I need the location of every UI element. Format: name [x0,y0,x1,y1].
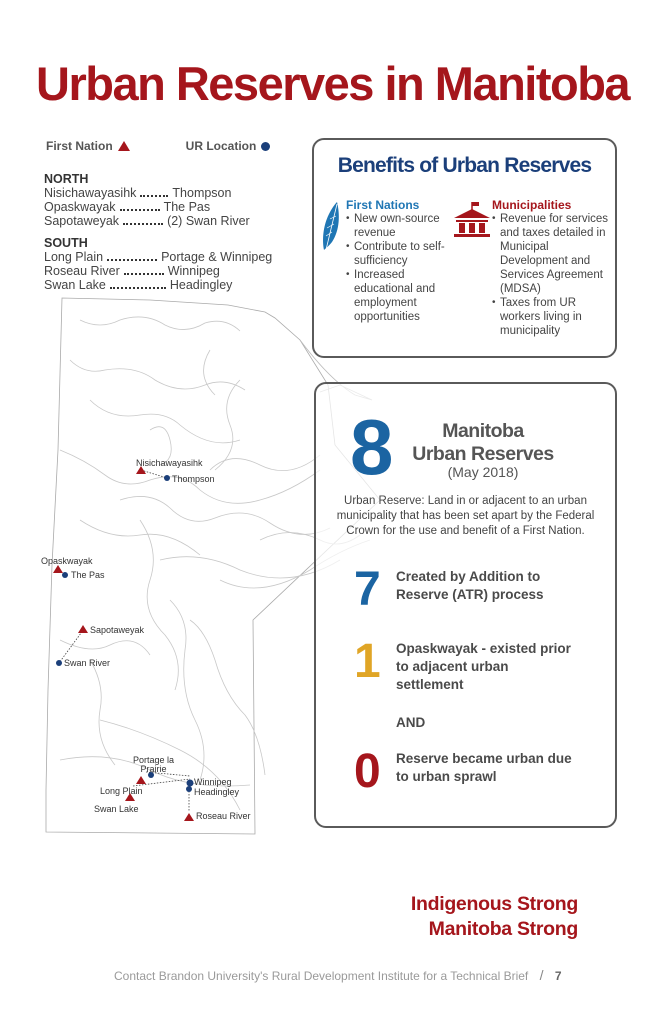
map-legend [46,139,270,153]
map-label-roseau-river: Roseau River [196,811,251,821]
list-item: • Increased educational and employment opportunities [346,268,456,324]
location-name: Headingley [169,278,233,292]
legend-ur-location-label: UR Location [185,139,257,153]
stat-urban-sprawl [354,745,576,798]
first-nation-name: Swan Lake [44,278,106,292]
stat-number: 7 [354,563,381,616]
red-triangle-icon [184,813,194,821]
first-nation-name: Roseau River [44,264,120,278]
municipalities-heading: Municipalities [492,198,572,212]
legend-first-nation-label: First Nation [46,139,113,153]
location-name: Thompson [172,186,232,200]
map-label-sapotaweyak: Sapotaweyak [90,625,145,635]
legend-first-nation [46,139,130,153]
stat-number: 0 [354,745,381,798]
map-label-the-pas: The Pas [71,570,105,580]
first-nation-name: Nisichawayasihk [44,186,137,200]
blue-dot-icon [186,786,192,792]
red-triangle-icon [78,625,88,633]
and-label: AND [396,715,426,730]
building-icon [452,200,492,240]
portage-line1: Portage la [133,755,175,765]
definition-text: Urban Reserve: Land in or adjacent to an urban municipality that has been set apart by the Federal Crown for the use and benefit of a First Nation. [336,495,595,537]
red-triangle-icon [118,141,130,151]
stat-atr [354,563,576,616]
list-item [44,200,272,214]
stat-text: Reserve became urban due to urban sprawl [396,751,572,784]
map-label-headingley: Headingley [194,787,240,797]
stat-text: Opaskwayak - existed prior to adjacent urban settlement [396,641,571,692]
footer-separator: / [539,967,544,983]
stats-panel [314,382,617,828]
north-heading: NORTH [44,172,89,186]
slogan-line2: Manitoba Strong [428,918,578,940]
location-name: Winnipeg [167,264,220,278]
dotted-connector [140,195,168,197]
dotted-connector [107,259,157,261]
list-item: • New own-source revenue [346,212,456,240]
stat-number: 1 [354,635,381,688]
page-title: Urban Reserves in Manitoba [36,57,630,110]
slogan-line1: Indigenous Strong [410,893,578,915]
dotted-connector [123,223,163,225]
date-label: (May 2018) [447,464,519,480]
total-label [408,420,558,466]
blue-dot-icon [164,475,170,481]
legend-ur-location [186,139,271,153]
feather-icon [320,200,342,256]
portage-line2: Prairie [140,764,167,774]
map-label-long-plain: Long Plain [100,786,143,796]
map-label-opaskwayak: Opaskwayak [41,556,93,566]
map-label-swan-river: Swan River [64,658,111,668]
blue-dot-icon [261,142,270,151]
blue-dot-icon [56,660,62,666]
location-name: The Pas [163,200,211,214]
map-label-thompson: Thompson [172,474,215,484]
stat-text: Created by Addition to Reserve (ATR) process [396,569,544,602]
list-item: • Contribute to self-sufficiency [346,240,456,268]
list-item [44,186,272,200]
map-label-winnipeg: Winnipeg [194,777,232,787]
total-label-line2: Urban Reserves [412,443,554,465]
list-item: • Revenue for services and taxes detailed in Municipal Development and Services Agreement (MDSA) [492,212,617,296]
first-nation-name: Long Plain [44,250,104,264]
list-item: • Taxes from UR workers living in municipality [492,296,617,338]
page-number: 7 [554,969,562,983]
list-item [44,250,272,264]
map-label-portage-la-prairie [133,756,174,774]
total-count: 8 [350,403,394,491]
benefits-title: Benefits of Urban Reserves [337,154,592,177]
location-name: Portage & Winnipeg [161,250,273,264]
location-name: (2) Swan River [167,214,250,228]
list-item [44,214,272,228]
blue-dot-icon [62,572,68,578]
benefits-panel [312,138,617,358]
blue-dot-icon [187,780,194,787]
first-nation-name: Opaskwayak [44,200,116,214]
dotted-connector [120,209,160,211]
footer [114,967,562,983]
south-heading: SOUTH [44,236,88,250]
stat-opaskwayak [354,635,576,694]
municipalities-column [492,198,617,338]
map-label-nisichawayasihk: Nisichawayasihk [136,458,203,468]
red-triangle-icon [53,565,63,573]
footer-text: Contact Brandon University's Rural Development Institute for a Technical Brief [114,969,529,983]
first-nations-column [346,198,456,324]
first-nations-heading: First Nations [346,198,420,212]
first-nation-name: Sapotaweyak [44,214,120,228]
slogan [411,892,578,942]
map-label-swan-lake: Swan Lake [94,804,139,814]
red-triangle-icon [136,776,146,784]
total-label-line1: Manitoba [442,420,524,442]
